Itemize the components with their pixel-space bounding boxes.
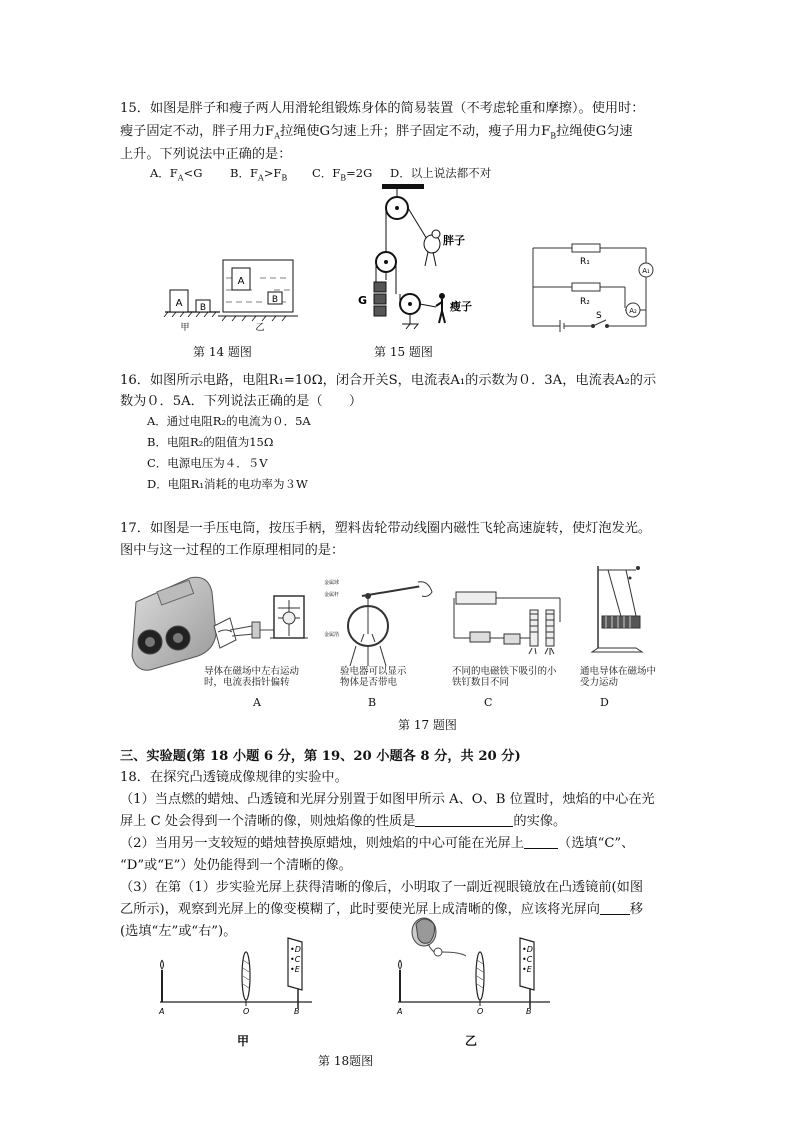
q16-option-a: A．通过电阻R₂的电流为０．5A [147, 414, 311, 428]
fig18-jia-label-d: •D [290, 945, 301, 954]
q18-line-4: （2）当用另一支较短的蜡烛替换原蜡烛，则烛焰的中心可能在光屏上 （选填“C”、 [120, 836, 635, 851]
fig18-yi-diagram [390, 910, 560, 1020]
q16-line-2: 数为０．5A．下列说法正确的是（ ） [120, 394, 363, 409]
fig17-label-b: B [368, 696, 377, 709]
fig17-d-image [582, 560, 662, 666]
fig14-label-jia: 甲 [180, 323, 190, 333]
fig15-label-pangzi: 胖子 [443, 234, 465, 247]
fig17-b-tiny-1: 金属球 [324, 580, 340, 586]
fig17-c-image [450, 582, 570, 662]
fig14-label-a2: A [237, 276, 245, 287]
section-3-heading: 三、实验题(第 18 小题 6 分，第 19、20 小题各 8 分，共 20 分) [120, 749, 521, 764]
fig18-jia-label-a: A [159, 1007, 165, 1016]
fig18-yi-label-d: •D [522, 945, 533, 954]
fig15-label-g: G [358, 294, 368, 307]
fig18-yi-label-b: B [526, 1007, 532, 1016]
circuit-label-a1: A₁ [642, 267, 650, 275]
fig17-b-tiny-3: 金属箔 [324, 632, 340, 638]
fig18-yi-label-o: O [477, 1007, 484, 1016]
q18-line-2: （1）当点燃的蜡烛、凸透镜和光屏分别置于如图甲所示 A、O、B 位置时，烛焰的中心在光 [120, 792, 655, 807]
q16-option-c: C．电源电压为４．５V [147, 456, 268, 470]
fig18-yi-label-a: A [397, 1007, 403, 1016]
fig14-label-b2: B [271, 295, 279, 305]
fig18-label-yi: 乙 [465, 1034, 478, 1048]
q15-line-2: 瘦子固定不动，胖子用力$F_A$拉绳使G匀速上升；胖子固定不动，瘦子用力$F_B$拉绳使G匀速 [120, 124, 633, 141]
fig17-b-image [322, 574, 442, 672]
q16-option-b: B．电阻R₂的阻值为15Ω [147, 435, 274, 449]
fig14-label-yi: 乙 [255, 323, 265, 333]
circuit-label-r2: R₂ [580, 297, 590, 307]
fig18-jia-label-o: O [243, 1007, 250, 1016]
fig17-a-image [212, 578, 312, 668]
circuit-label-a2: A₂ [629, 307, 637, 315]
fig18-yi-label-c: •C [522, 955, 533, 964]
fig18-label-jia: 甲 [237, 1034, 250, 1048]
q18-answer-blank-1[interactable] [415, 814, 513, 827]
fig14-caption: 第 14 题图 [193, 345, 252, 359]
q18-answer-blank-2[interactable] [524, 836, 558, 849]
figure-15 [350, 182, 480, 342]
fig18-jia-label-b: B [294, 1007, 300, 1016]
fig17-d-description: 通电导体在磁场中 受力运动 [580, 666, 657, 688]
fig17-caption: 第 17 题图 [398, 718, 457, 732]
fig14-label-a: A [175, 298, 183, 309]
circuit-label-r1: R₁ [580, 257, 590, 267]
fig15-label-shouzi: 瘦子 [450, 300, 472, 313]
fig17-c-description: 不同的电磁铁下吸引的小 铁钉数目不同 [452, 666, 557, 688]
q18-line-7: 乙所示)，观察到光屏上的像变模糊了，此时要使光屏上成清晰的像，应该将光屏向 移 [120, 902, 644, 917]
q18-line-6: （3）在第（1）步实验光屏上获得清晰的像后，小明取了一副近视眼镜放在凸透镜前(如图 [120, 880, 644, 895]
fig17-b-description: 验电器可以显示 物体是否带电 [340, 666, 407, 688]
q17-line-1: 17．如图是一手压电筒，按压手柄，塑料齿轮带动线圈内磁性飞轮高速旋转，使灯泡发光。 [120, 521, 652, 536]
q18-line-3: 屏上 C 处会得到一个清晰的像，则烛焰像的性质是 的实像。 [120, 814, 567, 829]
fig17-a-description: 导体在磁场中左右运动 时，电流表指针偏转 [204, 666, 300, 688]
q15-line-3: 上升。下列说法中正确的是： [120, 147, 292, 162]
fig18-yi-label-e: •E [522, 965, 532, 974]
hand-flashlight-image [128, 572, 218, 676]
circuit-diagram [530, 238, 660, 333]
q18-line-5: “D”或“E”）处仍能得到一个清晰的像。 [120, 858, 352, 873]
fig14-label-b: B [199, 303, 207, 313]
q17-line-2: 图中与这一过程的工作原理相同的是： [120, 543, 345, 558]
fig17-label-c: C [484, 696, 493, 709]
q15-option-a: A．$F_A<G$ [150, 166, 203, 183]
q18-line-1: 18．在探究凸透镜成像规律的实验中。 [120, 770, 348, 785]
q16-line-1: 16．如图所示电路，电阻R₁=10Ω，闭合开关S，电流表A₁的示数为０．3A，电流表A₂的示 [120, 373, 657, 388]
fig17-b-tiny-2: 金属杆 [324, 592, 340, 598]
fig17-label-d: D [600, 696, 609, 709]
q18-line-8: (选填“左”或“右”)。 [120, 924, 237, 939]
fig18-jia-label-c: •C [290, 955, 301, 964]
q15-line-1: 15．如图是胖子和瘦子两人用滑轮组锻炼身体的简易装置（不考虑轮重和摩擦）。使用时： [120, 101, 645, 116]
q18-answer-blank-3[interactable] [600, 902, 630, 915]
fig18-caption: 第 18题图 [318, 1054, 374, 1068]
q15-option-b: B．$F_A>F_B$ [230, 166, 288, 183]
fig15-caption: 第 15 题图 [374, 345, 433, 359]
fig17-label-a: A [253, 696, 261, 709]
q15-option-c: C．$F_B=2G$ [312, 166, 373, 183]
fig18-jia-diagram [152, 930, 322, 1020]
circuit-label-s: S [596, 311, 602, 321]
q16-option-d: D．电阻R₁消耗的电功率为３W [147, 477, 308, 491]
figure-14 [160, 250, 300, 340]
fig18-jia-label-e: •E [290, 965, 300, 974]
q15-option-d: D．以上说法都不对 [390, 166, 492, 180]
